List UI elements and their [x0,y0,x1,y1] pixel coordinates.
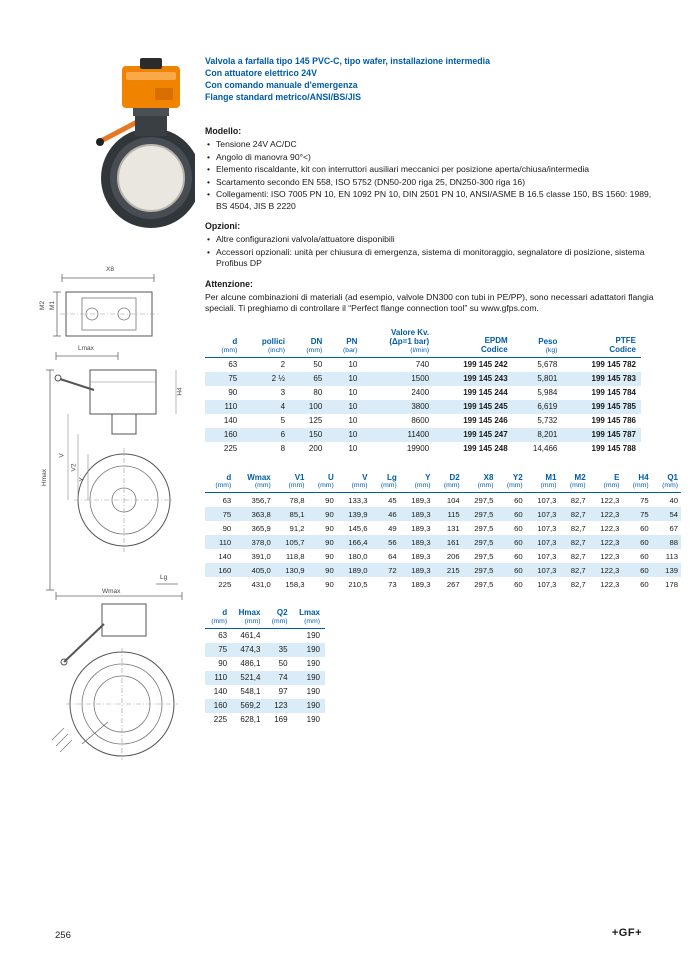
table-cell: 431,0 [251,579,271,589]
table-row [205,442,641,456]
table-cell: 3 [280,388,286,397]
table-cell: 363,8 [251,509,271,519]
table-cell: 548,1 [240,687,261,696]
dimensions-table [205,473,681,592]
title-line-3: Con comando manuale d'emergenza [205,80,358,90]
table-cell: 215 [446,565,460,575]
table-cell: 10 [348,444,358,453]
table-cell: 63 [222,495,232,505]
table-row [205,414,641,428]
table-cell: 72 [388,565,397,575]
table-cell: 74 [278,673,288,682]
column-header: DN (mm) [290,328,327,358]
table-cell: 160 [218,565,232,575]
table-cell: 54 [669,509,678,519]
table-row [205,685,325,699]
table-cell: 107,3 [537,523,557,533]
column-header: V1 (mm) [274,473,308,493]
table-cell: 60 [514,537,523,547]
table-cell: 122,3 [600,495,620,505]
table-cell: 90 [325,523,334,533]
column-header: Q2 (mm) [265,608,292,628]
table-cell: 2 ½ [271,374,286,383]
table-row [205,549,681,563]
table-cell: 297,5 [474,523,494,533]
column-header: Lmax (mm) [293,608,325,628]
column-header: d (mm) [205,608,232,628]
table-row [205,577,681,591]
table-cell: 180,0 [348,551,368,561]
dim-label-m2: M2 [39,300,47,311]
table-cell: 46 [388,509,397,519]
table-cell: 107,3 [537,551,557,561]
table-cell: 210,5 [348,579,368,589]
table-cell: 122,3 [600,509,620,519]
table-cell: 82,7 [570,537,586,547]
table-cell: 190 [306,645,320,654]
table-cell: 10 [348,402,358,411]
table-cell: 297,5 [474,537,494,547]
table-cell: 5 [280,416,286,425]
dim-label-hmax: Hmax [40,469,48,486]
table-cell: 140 [218,551,232,561]
dimension-drawing-top-view [39,266,170,352]
table-cell: 50 [278,659,288,668]
table-cell: 199 145 242 [463,360,508,369]
table-cell: 199 145 788 [591,444,636,453]
table-cell: 90 [325,579,334,589]
table-cell: 5,732 [537,416,558,425]
table-cell: 60 [514,523,523,533]
table-cell: 60 [640,551,649,561]
table-cell: 133,3 [348,495,368,505]
dim-label-m1: M1 [49,300,57,311]
ordering-table [205,328,641,456]
table-cell: 82,7 [570,523,586,533]
column-header: U (mm) [308,473,337,493]
column-header: M1 (mm) [526,473,560,493]
table-row [205,628,325,643]
table-cell: 140 [223,416,238,425]
table-cell: 60 [514,579,523,589]
column-header: EPDM Codice [434,328,513,358]
column-header: pollici (inch) [242,328,290,358]
table-cell: 90 [325,509,334,519]
table-cell: 2400 [411,388,430,397]
table-cell: 50 [313,360,323,369]
table-cell: 100 [308,402,323,411]
table-cell [265,628,292,643]
table-cell: 297,5 [474,579,494,589]
table-cell: 90 [325,551,334,561]
table-cell: 160 [223,430,238,439]
attenzione-text: Per alcune combinazioni di materiali (ad esempio, valvole DN300 con tubi in PE/PP), sono necessari adattatori flangia speciali. Ti preghiamo di controllare il “Perfect flange connection tool” su www.gfps.com. [205,291,654,313]
butterfly-valve-photo [95,58,195,238]
table-cell: 474,3 [240,645,261,654]
table-cell: 82,7 [570,565,586,575]
table-cell: 297,5 [474,495,494,505]
table-cell: 145,6 [348,523,368,533]
table-cell: 19900 [406,444,430,453]
column-header: Y (mm) [400,473,434,493]
table-cell: 161 [446,537,460,547]
table-cell: 63 [218,631,228,640]
table-cell: 190 [306,631,320,640]
table-cell: 6,619 [537,402,558,411]
table-cell: 199 145 247 [463,430,508,439]
opzioni-bullet-list [205,234,660,270]
table-cell: 169 [274,715,288,724]
dimension-drawing-front-view [44,600,192,770]
table-cell: 75 [228,374,238,383]
table-cell: 10 [348,430,358,439]
table-row [205,400,641,414]
table-cell: 90 [325,537,334,547]
table-row [205,671,325,685]
table-cell: 85,1 [289,509,305,519]
attenzione-heading: Attenzione: [205,278,253,289]
table-cell: 199 145 782 [591,360,636,369]
column-header: Valore Kv. (Δp=1 bar) (l/min) [362,328,434,358]
title-line-2: Con attuatore elettrico 24V [205,68,317,78]
table-cell: 107,3 [537,537,557,547]
table-cell: 199 145 787 [591,430,636,439]
column-header: Y2 (mm) [496,473,525,493]
dim-label-wmax: Wmax [102,588,121,595]
table-cell: 110 [218,537,232,547]
table-cell: 125 [308,416,323,425]
height-dimensions-table [205,608,325,727]
table-cell: 297,5 [474,509,494,519]
table-cell: 90 [218,659,228,668]
column-header: Q1 (mm) [652,473,681,493]
list-item: • Altre configurazioni valvola/attuatore disponibili [205,234,660,246]
table-cell: 190 [306,687,320,696]
table-cell: 199 145 244 [463,388,508,397]
table-cell: 189,3 [411,579,431,589]
table-cell: 107,3 [537,495,557,505]
table-cell: 78,8 [289,495,305,505]
table-row [205,493,681,508]
table-cell: 150 [308,430,323,439]
table-cell: 131 [446,523,460,533]
table-cell: 199 145 786 [591,416,636,425]
table-cell: 60 [640,579,649,589]
table-cell: 67 [669,523,678,533]
modello-heading: Modello: [205,126,242,136]
column-header: H4 (mm) [622,473,651,493]
table-row [205,428,641,442]
table-cell: 189,3 [411,495,431,505]
table-cell: 35 [278,645,288,654]
table-cell: 5,678 [537,360,558,369]
table-row [205,372,641,386]
table-cell: 225 [213,715,228,724]
table-cell: 118,8 [285,551,305,561]
table-cell: 73 [388,579,397,589]
table-row [205,535,681,549]
table-cell: 8600 [411,416,430,425]
table-cell: 5,984 [537,388,558,397]
table-cell: 107,3 [537,509,557,519]
table-cell: 130,9 [285,565,305,575]
table-cell: 60 [514,565,523,575]
table-cell: 160 [213,701,228,710]
table-cell: 139 [665,565,678,575]
table-cell: 75 [218,645,228,654]
table-cell: 569,2 [240,701,261,710]
table-cell: 115 [447,509,460,519]
table-cell: 82,7 [570,509,586,519]
table-cell: 122,3 [600,537,620,547]
column-header: V (mm) [337,473,371,493]
table-row [205,563,681,577]
list-item: • Accessori opzionali: unità per chiusura di emergenza, sistema di monitoraggio, segnalatore di posizione, sistema Profibus DP [205,247,660,270]
table-cell: 90 [228,388,238,397]
table-cell: 158,3 [285,579,305,589]
table-cell: 199 145 784 [591,388,636,397]
page-number: 256 [55,930,71,941]
table-cell: 6 [280,430,286,439]
side-view-drawing [44,348,192,602]
table-cell: 56 [388,537,397,547]
table-cell: 200 [308,444,323,453]
dim-label-v2: V2 [70,463,78,472]
table-cell: 10 [348,360,358,369]
table-cell: 628,1 [240,715,261,724]
table-cell: 113 [665,551,678,561]
table-cell: 104 [446,495,460,505]
table-cell: 405,0 [251,565,271,575]
table-cell: 90 [325,565,334,575]
table-row [205,657,325,671]
modello-bullet-list [205,139,660,212]
table-cell: 60 [640,565,649,575]
table-cell: 2 [280,360,286,369]
column-header: PTFE Codice [562,328,641,358]
table-row [205,521,681,535]
table-cell: 178 [665,579,678,589]
dim-label-v: V [58,453,66,458]
table-cell: 365,9 [251,523,271,533]
table-cell: 740 [415,360,430,369]
table-cell: 8 [280,444,286,453]
table-cell: 90 [222,523,232,533]
table-cell: 190 [306,701,320,710]
table-row [205,699,325,713]
dim-label-lmax: Lmax [78,345,94,352]
table-cell: 82,7 [570,579,586,589]
table-cell: 88 [669,537,678,547]
table-cell: 60 [514,551,523,561]
column-header: d (mm) [205,328,242,358]
column-header: PN (bar) [327,328,362,358]
front-view-drawing [44,600,192,770]
column-header: X8 (mm) [463,473,497,493]
table-cell: 122,3 [600,551,620,561]
table-cell: 166,4 [348,537,368,547]
table-cell: 60 [514,509,523,519]
table-cell: 189,3 [411,523,431,533]
column-header: M2 (mm) [559,473,588,493]
column-header: d (mm) [205,473,234,493]
table-cell: 8,201 [537,430,558,439]
table-cell: 82,7 [570,551,586,561]
dimension-drawing-side-view [40,345,192,602]
table-cell: 297,5 [474,565,494,575]
table-cell: 5,801 [537,374,558,383]
title-line-1: Valvola a farfalla tipo 145 PVC-C, tipo wafer, installazione intermedia [205,56,491,66]
table-cell: 521,4 [240,673,261,682]
table-cell: 75 [640,509,649,519]
column-header: E (mm) [589,473,623,493]
table-cell: 75 [640,495,649,505]
table-cell: 107,3 [537,565,557,575]
table-cell: 189,3 [411,565,431,575]
table-cell: 3800 [411,402,430,411]
list-item: • Tensione 24V AC/DC [205,139,660,151]
page-title [205,55,681,103]
table-cell: 378,0 [251,537,271,547]
table-cell: 199 145 783 [591,374,636,383]
table-row [205,357,641,372]
table-cell: 64 [388,551,397,561]
table-cell: 40 [669,495,678,505]
table-cell: 122,3 [600,565,620,575]
table-cell: 140 [213,687,228,696]
dim-label-x8: X8 [106,266,114,273]
table-cell: 190 [306,673,320,682]
table-cell: 199 145 243 [463,374,508,383]
table-cell: 189,3 [411,551,431,561]
list-item: • Collegamenti: ISO 7005 PN 10, EN 1092 PN 10, DIN 2501 PN 10, ANSI/ASME B 16.5 classe 150, BS 1560: 1989, BS 4504, JIS B 2220 [205,189,660,212]
table-cell: 225 [218,579,232,589]
table-cell: 139,9 [348,509,368,519]
table-cell: 82,7 [570,495,586,505]
table-cell: 297,5 [474,551,494,561]
list-item: • Scartamento secondo EN 558, ISO 5752 (DN50-200 riga 25, DN250-300 riga 16) [205,177,660,189]
column-header: Hmax (mm) [232,608,265,628]
table-cell: 10 [348,416,358,425]
list-item: • Angolo di manovra 90°<) [205,152,660,164]
dim-label-h4: H4 [176,387,184,396]
column-header: Wmax (mm) [234,473,274,493]
table-cell: 10 [348,388,358,397]
table-cell: 122,3 [600,579,620,589]
table-cell: 206 [446,551,460,561]
table-cell: 75 [222,509,232,519]
table-cell: 267 [446,579,460,589]
table-cell: 11400 [407,430,430,439]
gf-logo: +GF+ [611,927,642,939]
table-cell: 110 [224,402,238,411]
table-cell: 486,1 [240,659,261,668]
table-cell: 10 [348,374,358,383]
table-cell: 199 145 785 [591,402,636,411]
column-header: D2 (mm) [433,473,462,493]
table-cell: 199 145 246 [463,416,508,425]
table-cell: 199 145 248 [463,444,508,453]
table-cell: 65 [313,374,323,383]
table-cell: 190 [306,659,320,668]
table-cell: 97 [278,687,288,696]
table-cell: 189,3 [411,537,431,547]
column-header: Peso (kg) [513,328,563,358]
dim-label-y: Y [78,477,86,482]
table-cell: 60 [640,523,649,533]
table-cell: 80 [313,388,323,397]
content-column [205,55,681,727]
table-cell: 63 [228,360,238,369]
table-cell: 190 [306,715,320,724]
opzioni-heading: Opzioni: [205,221,241,231]
table-cell: 123 [274,701,288,710]
table-cell: 105,7 [285,537,305,547]
table-cell: 60 [640,537,649,547]
title-line-4: Flange standard metrico/ANSI/BS/JIS [205,92,361,102]
column-header: Lg (mm) [371,473,400,493]
table-row [205,386,641,400]
table-cell: 189,3 [411,509,431,519]
table-cell: 461,4 [240,631,261,640]
table-cell: 356,7 [251,495,271,505]
table-cell: 225 [223,444,238,453]
table-cell: 45 [388,495,397,505]
table-row [205,507,681,521]
table-row [205,713,325,727]
table-cell: 122,3 [600,523,620,533]
product-photo [95,58,195,238]
table-cell: 1500 [411,374,430,383]
table-cell: 14,466 [532,444,558,453]
table-cell: 189,0 [348,565,368,575]
table-cell: 49 [388,523,397,533]
dim-label-lg: Lg [160,574,168,581]
table-cell: 4 [280,402,286,411]
table-cell: 60 [514,495,523,505]
list-item: • Elemento riscaldante, kit con interruttori ausiliari meccanici per posizione aperta/chiusa/intermedia [205,164,660,176]
table-cell: 91,2 [289,523,305,533]
table-cell: 391,0 [251,551,271,561]
top-view-drawing [50,268,170,352]
table-cell: 199 145 245 [463,402,508,411]
table-cell: 107,3 [537,579,557,589]
table-cell: 90 [325,495,334,505]
table-row [205,643,325,657]
table-cell: 110 [214,673,228,682]
